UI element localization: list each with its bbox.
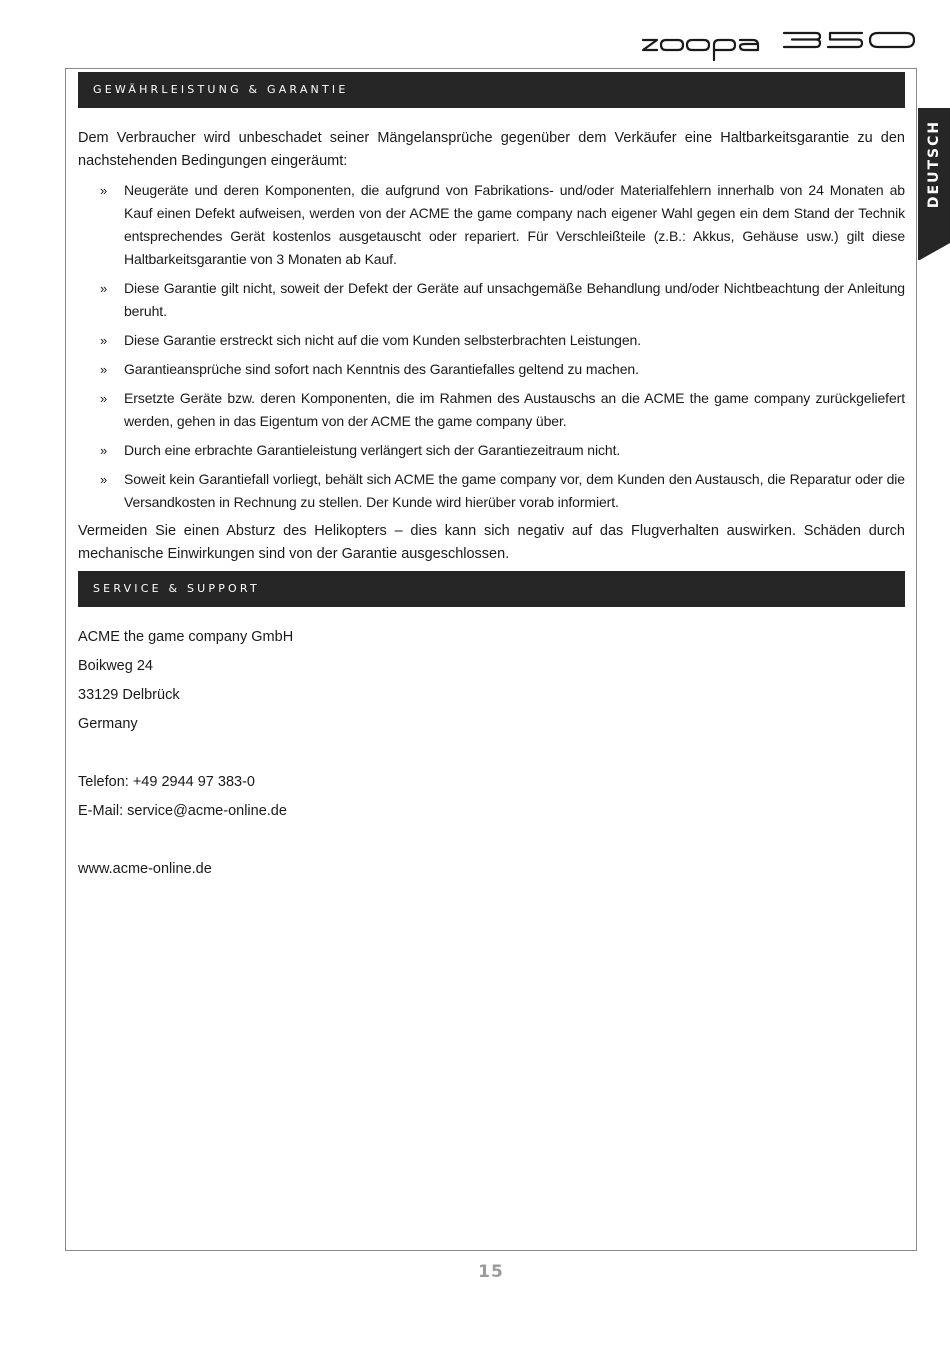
spacer xyxy=(78,739,293,768)
warranty-body xyxy=(78,127,905,566)
list-item: » Neugeräte und deren Komponenten, die aufgrund von Fabrikations- und/oder Materialfehlern innerhalb von 24 Monaten ab Kauf einen Defekt aufweisen, werden von der ACME the game company nach eigener Wahl gegen ein dem Stand der Technik entsprechendes Gerät kostenlos ausgetauscht oder repariert. Für Verschleißteile (z.B.: Akkus, Gehäuse usw.) gilt diese Haltbarkeitsgarantie von 3 Monaten ab Kauf. xyxy=(78,179,905,271)
website-link[interactable]: www.acme-online.de xyxy=(78,861,212,877)
list-item: » Durch eine erbrachte Garantieleistung verlängert sich der Garantiezeitraum nicht. xyxy=(78,439,905,462)
bullet-marker: » xyxy=(100,443,108,458)
company-name: ACME the game company GmbH xyxy=(78,629,294,645)
language-tab-label: DEUTSCH xyxy=(926,119,942,209)
country: Germany xyxy=(78,716,138,732)
zoopa-350-logo xyxy=(640,26,920,66)
list-item: » Garantieansprüche sind sofort nach Kenntnis des Garantiefalles geltend zu machen. xyxy=(78,358,905,381)
list-item: » Ersetzte Geräte bzw. deren Komponenten, die im Rahmen des Austauschs an die ACME the game company zurückgeliefert werden, gehen in das Eigentum von der ACME the game company über. xyxy=(78,387,905,433)
page-number: 15 xyxy=(478,1262,504,1282)
bullet-marker: » xyxy=(100,281,108,296)
service-address-block xyxy=(78,623,293,884)
street-address: Boikweg 24 xyxy=(78,658,153,674)
warranty-closing: Vermeiden Sie einen Absturz des Helikopters – dies kann sich negativ auf das Flugverhalten auswirken. Schäden durch mechanische Einwirkungen sind von der Garantie ausgeschlossen. xyxy=(78,523,905,562)
language-tab xyxy=(918,108,950,260)
list-item: » Soweit kein Garantiefall vorliegt, behält sich ACME the game company vor, dem Kunden den Austausch, die Reparatur oder die Versandkosten in Rechnung zu stellen. Der Kunde wird hierüber vorab informiert. xyxy=(78,468,905,514)
bullet-marker: » xyxy=(100,362,108,377)
city-address: 33129 Delbrück xyxy=(78,687,180,703)
spacer xyxy=(78,826,293,855)
bullet-marker: » xyxy=(100,472,108,487)
list-item: » Diese Garantie gilt nicht, soweit der Defekt der Geräte auf unsachgemäße Behandlung und/oder Nichtbeachtung der Anleitung beruht. xyxy=(78,277,905,323)
zoopa-350-logo-mark xyxy=(640,26,920,66)
bullet-marker: » xyxy=(100,333,108,348)
bullet-marker: » xyxy=(100,183,108,198)
bullet-marker: » xyxy=(100,391,108,406)
phone-number: Telefon: +49 2944 97 383-0 xyxy=(78,774,255,790)
service-heading: SERVICE & SUPPORT xyxy=(78,571,905,607)
warranty-intro: Dem Verbraucher wird unbeschadet seiner Mängelansprüche gegenüber dem Verkäufer eine Haltbarkeitsgarantie zu den nachstehenden Bedingungen eingeräumt: xyxy=(78,130,905,169)
list-item: » Diese Garantie erstreckt sich nicht auf die vom Kunden selbsterbrachten Leistungen. xyxy=(78,329,905,352)
warranty-conditions-list xyxy=(78,179,905,514)
warranty-heading: GEWÄHRLEISTUNG & GARANTIE xyxy=(78,72,905,108)
email-address[interactable]: E-Mail: service@acme-online.de xyxy=(78,803,287,819)
